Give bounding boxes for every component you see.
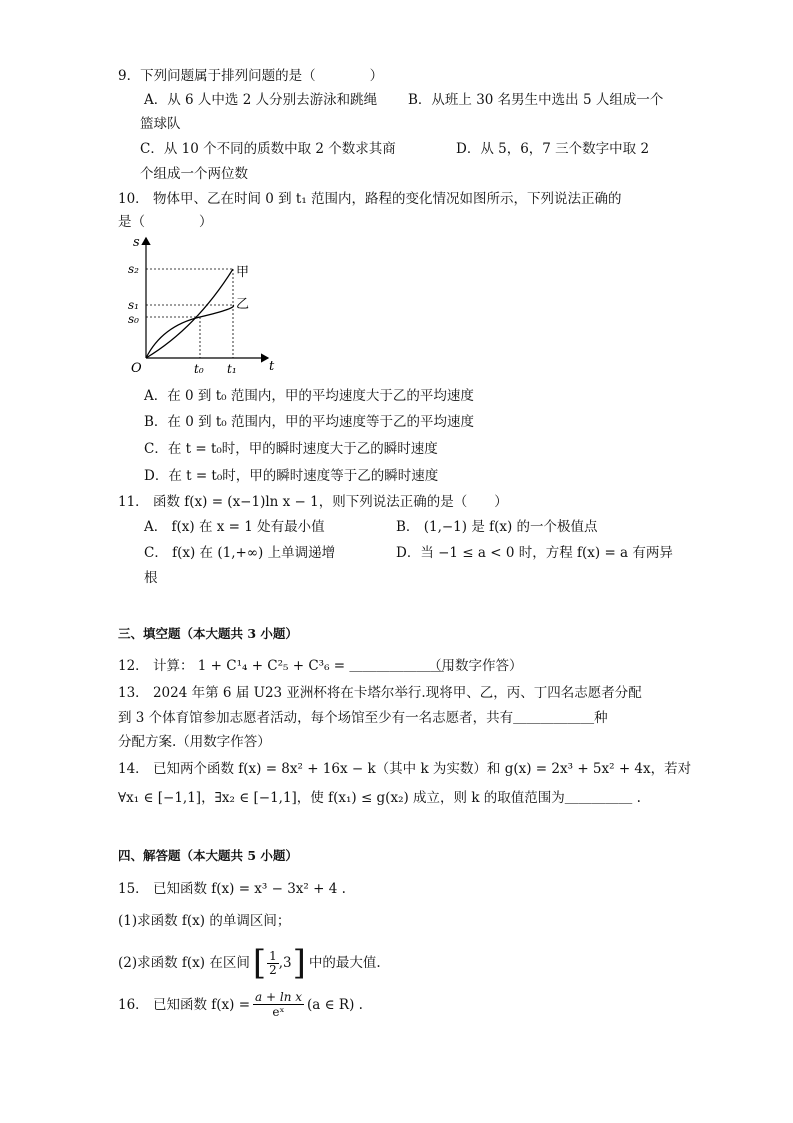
s-axis-label: s: [133, 235, 140, 250]
interval-bracket-open: [: [252, 943, 267, 983]
q13-line2: 到 3 个体育馆参加志愿者活动，每个场馆至少有一名志愿者，共有＿＿＿＿＿＿种: [118, 710, 608, 726]
q9-option-d-cont: 个组成一个两位数: [140, 166, 248, 182]
q11-option-d-cont: 根: [144, 570, 158, 586]
q9-option-d: D．从 5，6，7 三个数字中取 2: [456, 141, 650, 157]
q11-option-d: D．当 −1 ≤ a < 0 时，方程 f(x) = a 有两异: [396, 545, 673, 561]
section-3-title: 三、填空题（本大题共 3 小题）: [118, 626, 298, 641]
q11-option-b: B． (1,−1) 是 f(x) 的一个极值点: [396, 519, 598, 535]
q14-line2: ∀x₁ ∈ [−1,1]，∃x₂ ∈ [−1,1]，使 f(x₁) ≤ g(x₂) 成立，则 k 的取值范围为＿＿＿＿＿ .: [118, 790, 641, 806]
t0-label: t₀: [194, 362, 204, 376]
q14-line1: 14． 已知两个函数 f(x) = 8x² + 16x − k（其中 k 为实数）和 g(x) = 2x³ + 5x² + 4x，若对: [118, 761, 692, 777]
q10-option-b: B．在 0 到 t₀ 范围内，甲的平均速度等于乙的平均速度: [144, 414, 475, 430]
q9-option-c: C．从 10 个不同的质数中取 2 个数求其商: [140, 141, 396, 157]
interval-bracket-close: ]: [292, 943, 306, 983]
fraction-half: [267, 950, 279, 977]
q10-option-a: A．在 0 到 t₀ 范围内，甲的平均速度大于乙的平均速度: [144, 388, 474, 404]
q11-option-c: C． f(x) 在 (1,+∞) 上单调递增: [144, 545, 336, 561]
q16-denominator: eˣ: [272, 1005, 285, 1019]
q12-note: （用数字作答）: [428, 658, 523, 674]
jia-label: 甲: [236, 265, 250, 280]
q9-option-b: B．从班上 30 名男生中选出 5 人组成一个: [408, 92, 664, 108]
q16-stem: [118, 990, 363, 1019]
q15-part2-prefix: (2)求函数 f(x) 在区间: [118, 955, 250, 971]
q16-prefix: 16． 已知函数 f(x) =: [118, 996, 251, 1013]
q16-suffix: (a ∈ R) .: [307, 996, 363, 1013]
origin-label: O: [131, 361, 142, 376]
q15-part2-suffix: 中的最大值.: [308, 955, 381, 971]
q13-line1: 13． 2024 年第 6 届 U23 亚洲杯将在卡塔尔举行.现将甲、乙，丙、丁四名志愿者分配: [118, 685, 642, 701]
q13-line3: 分配方案.（用数字作答）: [118, 734, 271, 750]
q15-part2: [118, 943, 381, 983]
curve-jia: [146, 269, 233, 358]
section-4-title: 四、解答题（本大题共 5 小题）: [118, 848, 298, 863]
q15-stem: 15． 已知函数 f(x) = x³ − 3x² + 4 .: [118, 881, 346, 897]
q10-option-c: C．在 t = t₀时，甲的瞬时速度大于乙的瞬时速度: [144, 441, 438, 457]
distance-time-graph: [118, 232, 278, 380]
q10-stem: 10． 物体甲、乙在时间 0 到 t₁ 范围内，路程的变化情况如图所示，下列说法正确的: [118, 191, 622, 207]
q16-fraction: [253, 990, 304, 1019]
q9-option-b-cont: 篮球队: [140, 116, 181, 132]
yi-label: 乙: [236, 297, 250, 312]
q9-option-a: A．从 6 人中选 2 人分别去游泳和跳绳: [144, 92, 378, 108]
s2-label: s₂: [128, 262, 139, 276]
interval-upper: ,3: [278, 955, 292, 971]
q10-stem-cont: 是（ ）: [118, 214, 213, 230]
fraction-denominator: 2: [269, 962, 277, 977]
s1-label: s₁: [128, 298, 139, 312]
q15-part1: (1)求函数 f(x) 的单调区间；: [118, 913, 291, 929]
q11-stem: 11． 函数 f(x) = (x−1)ln x − 1，则下列说法正确的是（ ）: [118, 494, 508, 510]
t-axis-label: t: [269, 359, 275, 374]
q11-option-a: A． f(x) 在 x = 1 处有最小值: [144, 519, 325, 535]
q10-option-d: D．在 t = t₀时，甲的瞬时速度等于乙的瞬时速度: [144, 468, 439, 484]
t1-label: t₁: [227, 362, 237, 376]
q9-stem: 9．下列问题属于排列问题的是（ ）: [118, 68, 384, 84]
q16-numerator: a + ln x: [255, 990, 303, 1004]
s0-label: s₀: [128, 312, 139, 326]
q12-text: 12． 计算： 1 + C¹₄ + C²₅ + C³₆ = ＿＿＿＿＿＿＿ .: [118, 658, 453, 674]
fraction-numerator: 1: [269, 948, 277, 963]
